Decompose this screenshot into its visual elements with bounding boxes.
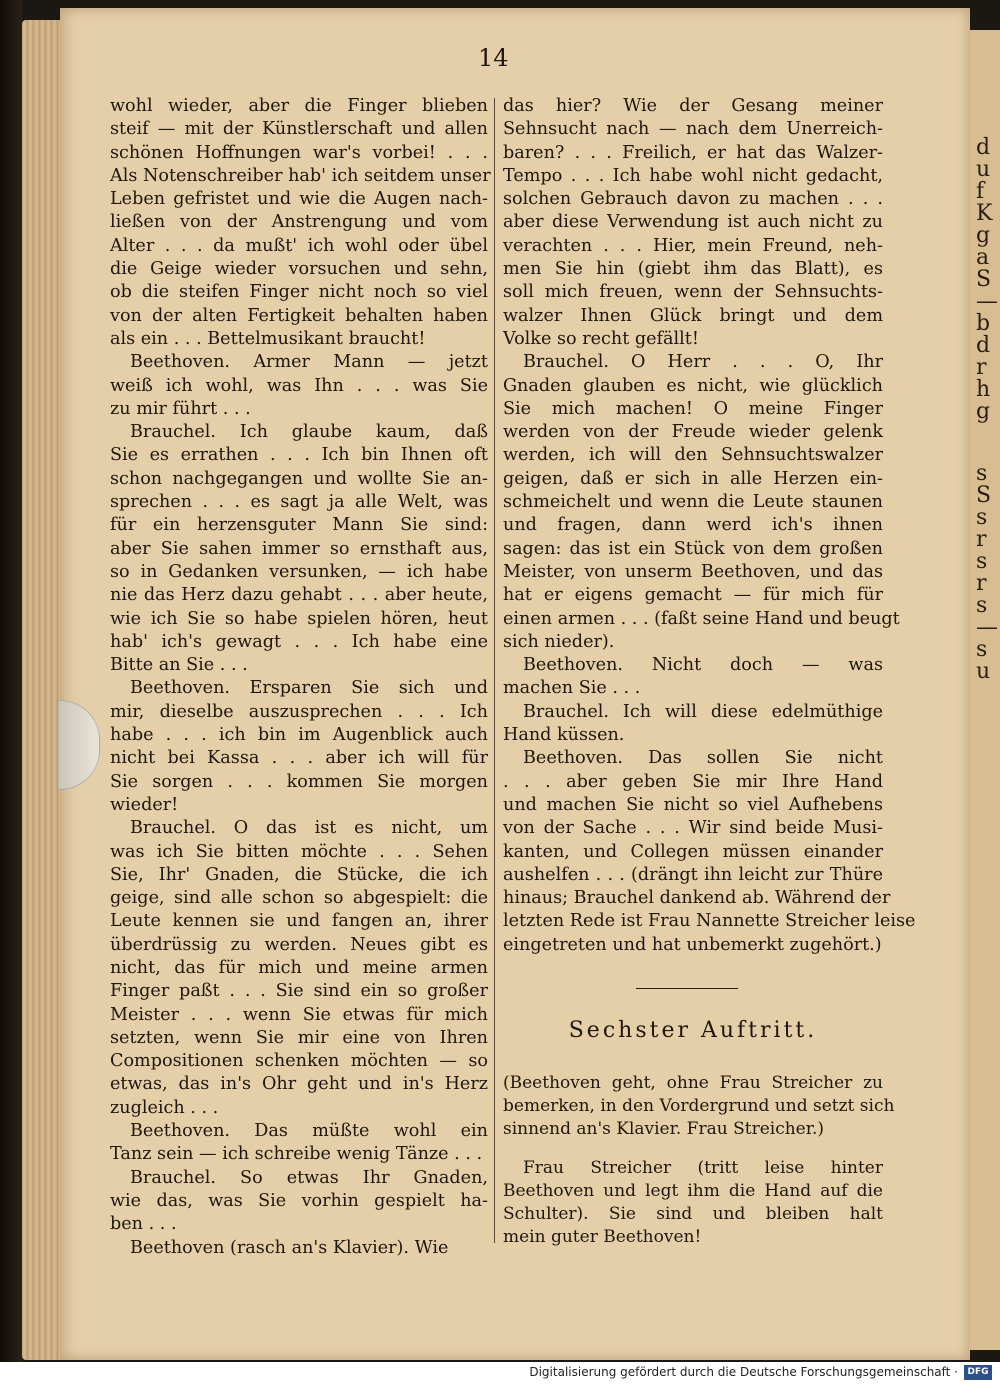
text-line: Beethoven. Nicht doch — was <box>523 655 883 676</box>
text-line: das hier? Wie der Gesang meiner <box>503 96 883 116</box>
text-line: ließen von der Anstrengung und vom <box>110 212 488 233</box>
text-line: einen armen . . . (faßt seine Hand und beugt <box>503 608 900 629</box>
adjacent-page-glyph: g <box>976 399 991 424</box>
adjacent-page-glyph: r <box>976 527 987 552</box>
text-line: hat er eigens gemacht — für mich für <box>503 585 883 606</box>
text-line: walzer Ihnen Glück bringt und dem <box>503 305 883 326</box>
text-line: so in Gedanken versunken, — ich habe <box>110 561 488 582</box>
text-line: Brauchel. Ich glaube kaum, daß <box>130 422 488 443</box>
text-line: ob die steifen Finger nicht noch so viel <box>110 282 488 303</box>
text-line: schmeichelt und wenn die Leute staunen <box>503 492 883 513</box>
adjacent-page-glyph: d <box>976 333 991 358</box>
text-line: die Geige wieder vorsuchen und sehn, <box>110 259 488 280</box>
text-line: Volke so recht gefällt! <box>503 328 699 349</box>
adjacent-page-glyph: s <box>976 549 988 574</box>
adjacent-page-glyph: f <box>976 179 985 204</box>
adjacent-page-glyph: s <box>976 505 988 530</box>
scene-line: Frau Streicher (tritt leise hinter <box>523 1158 883 1178</box>
adjacent-page-glyph: S <box>976 483 992 508</box>
text-line: wie das, was Sie vorhin gespielt ha- <box>110 1190 488 1211</box>
text-line: . . . aber geben Sie mir Ihre Hand <box>503 771 883 792</box>
text-line: letzten Rede ist Frau Nannette Streicher leise <box>503 911 916 932</box>
scene-title: Sechster Auftritt. <box>568 1018 818 1043</box>
text-line: etwas, das in's Ohr geht und in's Herz <box>110 1074 488 1095</box>
text-line: Leben gefristet und wie die Augen nach- <box>110 189 488 210</box>
scene-text <box>503 1072 895 1249</box>
adjacent-page-glyph: g <box>976 223 991 248</box>
text-line: Sie sorgen . . . kommen Sie morgen <box>110 771 488 792</box>
left-column-text <box>110 95 491 1260</box>
text-line: nie das Herz dazu gehabt . . . aber heute, <box>110 585 488 606</box>
book-shadow <box>0 0 22 1384</box>
text-line: wie ich Sie so habe spielen hören, heut <box>110 608 488 629</box>
scene-line: sinnend an's Klavier. Frau Streicher.) <box>503 1119 825 1139</box>
text-line: Beethoven. Das sollen Sie nicht <box>523 748 883 769</box>
text-line: von der alten Fertigkeit behalten haben <box>110 305 488 326</box>
text-line: machen Sie . . . <box>503 678 641 699</box>
text-line: sich nieder). <box>503 631 615 652</box>
text-line: Tempo . . . Ich habe wohl nicht gedacht, <box>503 165 883 186</box>
adjacent-page-glyph: u <box>976 157 991 182</box>
text-line: aushelfen . . . (drängt ihn leicht zur Thüre <box>503 864 883 885</box>
text-line: aber Sie sahen immer so ernsthaft aus, <box>110 538 488 559</box>
adjacent-page-glyph: — <box>976 615 998 640</box>
scene-separator-rule <box>636 988 738 989</box>
text-line: geigen, daß er sich in alle Herzen ein- <box>503 468 883 489</box>
text-line: zugleich . . . <box>110 1097 219 1118</box>
text-line: soll mich freuen, wenn der Sehnsuchts- <box>503 282 883 303</box>
adjacent-page-glyph: K <box>976 201 993 226</box>
text-line: werden, ich will den Sehnsuchtswalzer <box>503 445 883 466</box>
adjacent-page-glyph: s <box>976 593 988 618</box>
text-line: Leute kennen sie und fangen an, ihrer <box>110 911 488 932</box>
text-line: Bitte an Sie . . . <box>110 655 248 676</box>
text-line: nicht bei Kassa . . . aber ich will für <box>110 748 488 769</box>
text-line: Brauchel. O das ist es nicht, um <box>130 818 488 839</box>
text-line: schon nachgegangen und wollte Sie an- <box>110 468 488 489</box>
text-line: überdrüssig zu werden. Neues gibt es <box>110 934 488 955</box>
text-line: wohl wieder, aber die Finger blieben <box>110 96 488 116</box>
text-line: Brauchel. So etwas Ihr Gnaden, <box>130 1167 488 1188</box>
scene-line: Schulter). Sie sind und bleiben halt <box>503 1204 883 1224</box>
text-line: men Sie hin (giebt ihm das Blatt), es <box>503 259 883 280</box>
adjacent-page-glyph: r <box>976 571 987 596</box>
adjacent-page-glyph: — <box>976 289 998 314</box>
adjacent-page-glyph: s <box>976 637 988 662</box>
text-line: zu mir führt . . . <box>110 398 251 419</box>
right-column-text <box>503 95 916 957</box>
text-line: Als Notenschreiber hab' ich seitdem unser <box>110 165 491 186</box>
text-line: hinaus; Brauchel dankend ab. Während der <box>503 888 891 909</box>
adjacent-page-glyph: a <box>976 245 990 270</box>
adjacent-page-glyph: S <box>976 267 992 292</box>
text-line: schönen Hoffnungen war's vorbei! . . . <box>110 142 488 163</box>
text-line: wieder! <box>110 794 179 815</box>
text-line: Beethoven. Armer Mann — jetzt <box>130 352 488 373</box>
adjacent-page-glyph: b <box>976 311 991 336</box>
scene-line: Beethoven und legt ihm die Hand auf die <box>503 1181 883 1201</box>
scene-line: (Beethoven geht, ohne Frau Streicher zu <box>503 1073 883 1093</box>
text-line: Meister, von unserm Beethoven, und das <box>503 561 883 582</box>
text-line: setzten, wenn Sie mir eine von Ihren <box>110 1027 488 1048</box>
footer-credit: Digitalisierung gefördert durch die Deutsche Forschungsgemeinschaft · <box>529 1365 958 1379</box>
text-line: habe . . . ich bin im Augenblick auch <box>110 725 488 746</box>
scene-line: mein guter Beethoven! <box>503 1227 702 1247</box>
text-line: Alter . . . da mußt' ich wohl oder übel <box>110 235 488 256</box>
text-line: ben . . . <box>110 1214 177 1235</box>
text-line: Brauchel. Ich will diese edelmüthige <box>523 701 883 722</box>
adjacent-page-glyph: h <box>976 377 991 402</box>
scene-line: bemerken, in den Vordergrund und setzt sich <box>503 1096 895 1116</box>
adjacent-page-glyph: u <box>976 659 991 684</box>
text-line: Brauchel. O Herr . . . O, Ihr <box>523 352 883 373</box>
text-line: als ein . . . Bettelmusikant braucht! <box>110 328 426 349</box>
adjacent-page <box>968 30 1000 1350</box>
text-line: kanten, und Collegen müssen einander <box>503 841 883 862</box>
text-line: und fragen, dann werd ich's ihnen <box>503 515 883 536</box>
text-line: Sehnsucht nach — nach dem Unerreich- <box>503 119 883 140</box>
text-line: nicht, das für mich und meine armen <box>110 957 488 978</box>
text-line: baren? . . . Freilich, er hat das Walzer- <box>503 142 883 163</box>
page-number: 14 <box>478 44 509 72</box>
text-line: sprechen . . . es sagt ja alle Welt, was <box>110 492 488 513</box>
text-line: sagen: das ist ein Stück von dem großen <box>503 538 883 559</box>
text-line: Beethoven. Ersparen Sie sich und <box>130 678 488 699</box>
adjacent-page-glyph: d <box>976 135 991 160</box>
text-line: eingetreten und hat unbemerkt zugehört.) <box>503 934 882 955</box>
text-line: was ich Sie bitten möchte . . . Sehen <box>110 841 488 862</box>
text-line: Beethoven. Das müßte wohl ein <box>130 1121 488 1142</box>
text-line: Sie, Ihr' Gnaden, die Stücke, die ich <box>110 864 488 885</box>
text-line: geige, sind alle schon so abgespielt: die <box>110 888 488 909</box>
text-line: Finger paßt . . . Sie sind ein so großer <box>110 981 488 1002</box>
dfg-logo: DFG <box>964 1365 992 1380</box>
text-line: von der Sache . . . Wir sind beide Musi- <box>503 818 883 839</box>
adjacent-page-glyph: r <box>976 355 987 380</box>
text-line: aber diese Verwendung ist auch nicht zu <box>503 212 883 233</box>
text-line: und machen Sie nicht so viel Aufhebens <box>503 794 883 815</box>
text-line: weiß ich wohl, was Ihn . . . was Sie <box>110 375 488 396</box>
text-line: werden von der Freude wieder gelenk <box>503 422 883 443</box>
text-line: Gnaden glauben es nicht, wie glücklich <box>503 375 883 396</box>
text-line: Compositionen schenken möchten — so <box>110 1051 488 1072</box>
text-line: Tanz sein — ich schreibe wenig Tänze . . . <box>110 1144 483 1165</box>
text-line: hab' ich's gewagt . . . Ich habe eine <box>110 631 488 652</box>
text-line: steif — mit der Künstlerschaft und allen <box>110 119 488 140</box>
text-line: solchen Gebrauch davon zu machen . . . <box>503 189 883 210</box>
text-line: für ein herzensguter Mann Sie sind: <box>110 515 488 536</box>
text-line: verachten . . . Hier, mein Freund, neh- <box>503 235 883 256</box>
adjacent-page-glyph: s <box>976 461 988 486</box>
text-line: Beethoven (rasch an's Klavier). Wie <box>130 1237 449 1258</box>
text-line: Meister . . . wenn Sie etwas für mich <box>110 1004 488 1025</box>
footer-bar <box>0 1362 1000 1384</box>
text-line: Sie es errathen . . . Ich bin Ihnen oft <box>110 445 488 466</box>
text-line: mir, dieselbe auszusprechen . . . Ich <box>110 701 488 722</box>
text-line: Sie mich machen! O meine Finger <box>503 398 883 419</box>
column-divider <box>494 98 495 1243</box>
text-line: Hand küssen. <box>503 725 625 746</box>
